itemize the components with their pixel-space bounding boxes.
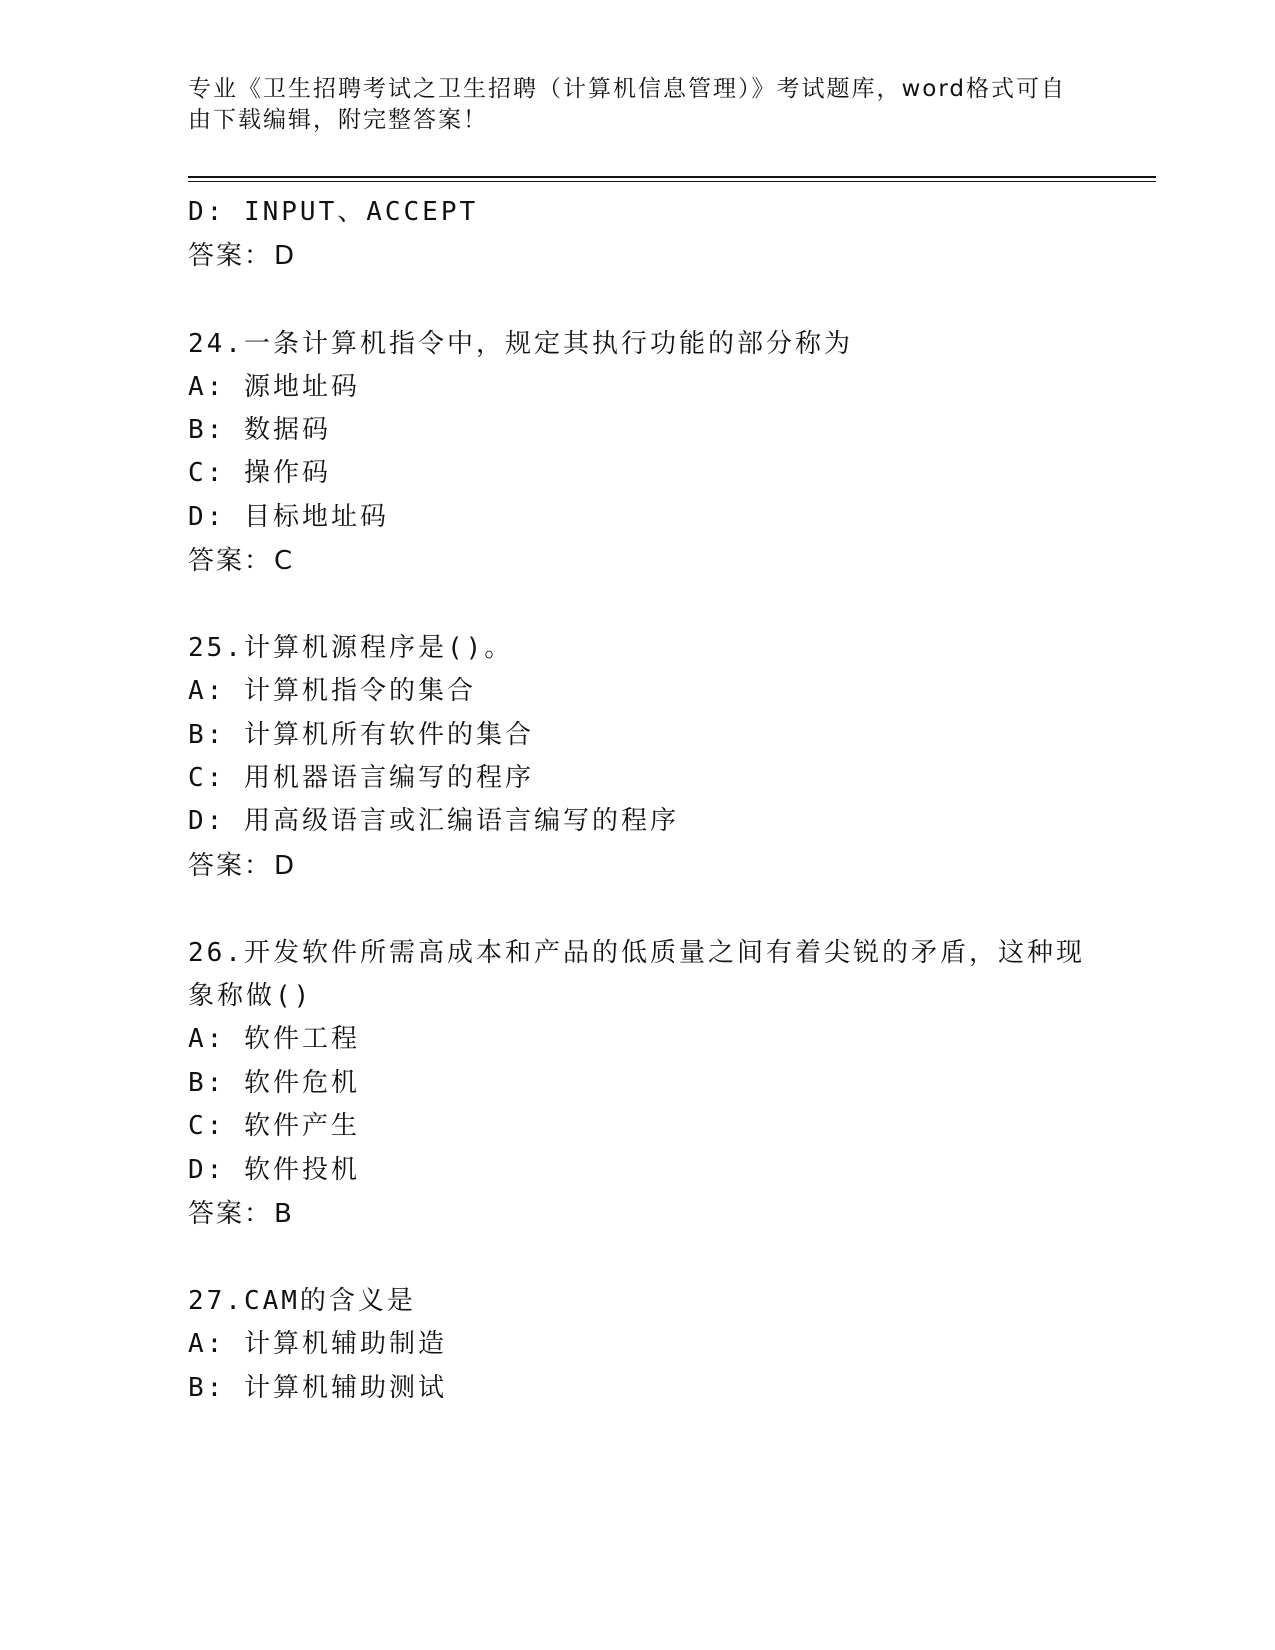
prev-question-answer: [188, 235, 296, 272]
question-24-option-a: A: 源地址码: [188, 372, 360, 402]
answer-value: B: [274, 1199, 294, 1229]
question-24-answer: [188, 540, 294, 577]
prev-question-option-d: D: INPUT、ACCEPT: [188, 197, 479, 227]
question-24-option-b: B: 数据码: [188, 415, 331, 445]
question-25-answer: [188, 845, 296, 882]
question-27-option-a: A: 计算机辅助制造: [188, 1329, 447, 1359]
question-26-stem-line1: 26.开发软件所需高成本和产品的低质量之间有着尖锐的矛盾，这种现: [188, 938, 1085, 968]
question-25-option-c: C: 用机器语言编写的程序: [188, 763, 534, 793]
answer-value: D: [274, 851, 297, 881]
answer-label: 答案：: [188, 1199, 273, 1229]
question-26-stem-line2: 象称做(): [188, 981, 313, 1011]
answer-label: 答案：: [188, 241, 273, 271]
answer-label: 答案：: [188, 546, 273, 576]
header-divider-thin: [188, 181, 1156, 182]
question-26-option-d: D: 软件投机: [188, 1155, 360, 1185]
question-25-option-d: D: 用高级语言或汇编语言编写的程序: [188, 806, 679, 836]
header-divider: [188, 176, 1156, 178]
answer-value: D: [274, 241, 297, 271]
answer-label: 答案：: [188, 851, 273, 881]
question-24-option-d: D: 目标地址码: [188, 502, 389, 532]
question-27-option-b: B: 计算机辅助测试: [188, 1373, 447, 1403]
question-26-option-b: B: 软件危机: [188, 1068, 360, 1098]
question-25-stem: 25.计算机源程序是()。: [188, 633, 514, 663]
answer-value: C: [274, 546, 295, 576]
question-26-answer: [188, 1193, 294, 1230]
question-26-option-a: A: 软件工程: [188, 1024, 360, 1054]
question-24-stem: 24.一条计算机指令中，规定其执行功能的部分称为: [188, 329, 853, 359]
document-header: 专业《卫生招聘考试之卫生招聘（计算机信息管理）》考试题库，word格式可自由下载编辑，附完整答案！: [188, 76, 1067, 133]
question-25-option-a: A: 计算机指令的集合: [188, 676, 476, 706]
question-25-option-b: B: 计算机所有软件的集合: [188, 720, 534, 750]
question-26-option-c: C: 软件产生: [188, 1111, 360, 1141]
question-27-stem: 27.CAM的含义是: [188, 1286, 416, 1316]
question-24-option-c: C: 操作码: [188, 458, 331, 488]
